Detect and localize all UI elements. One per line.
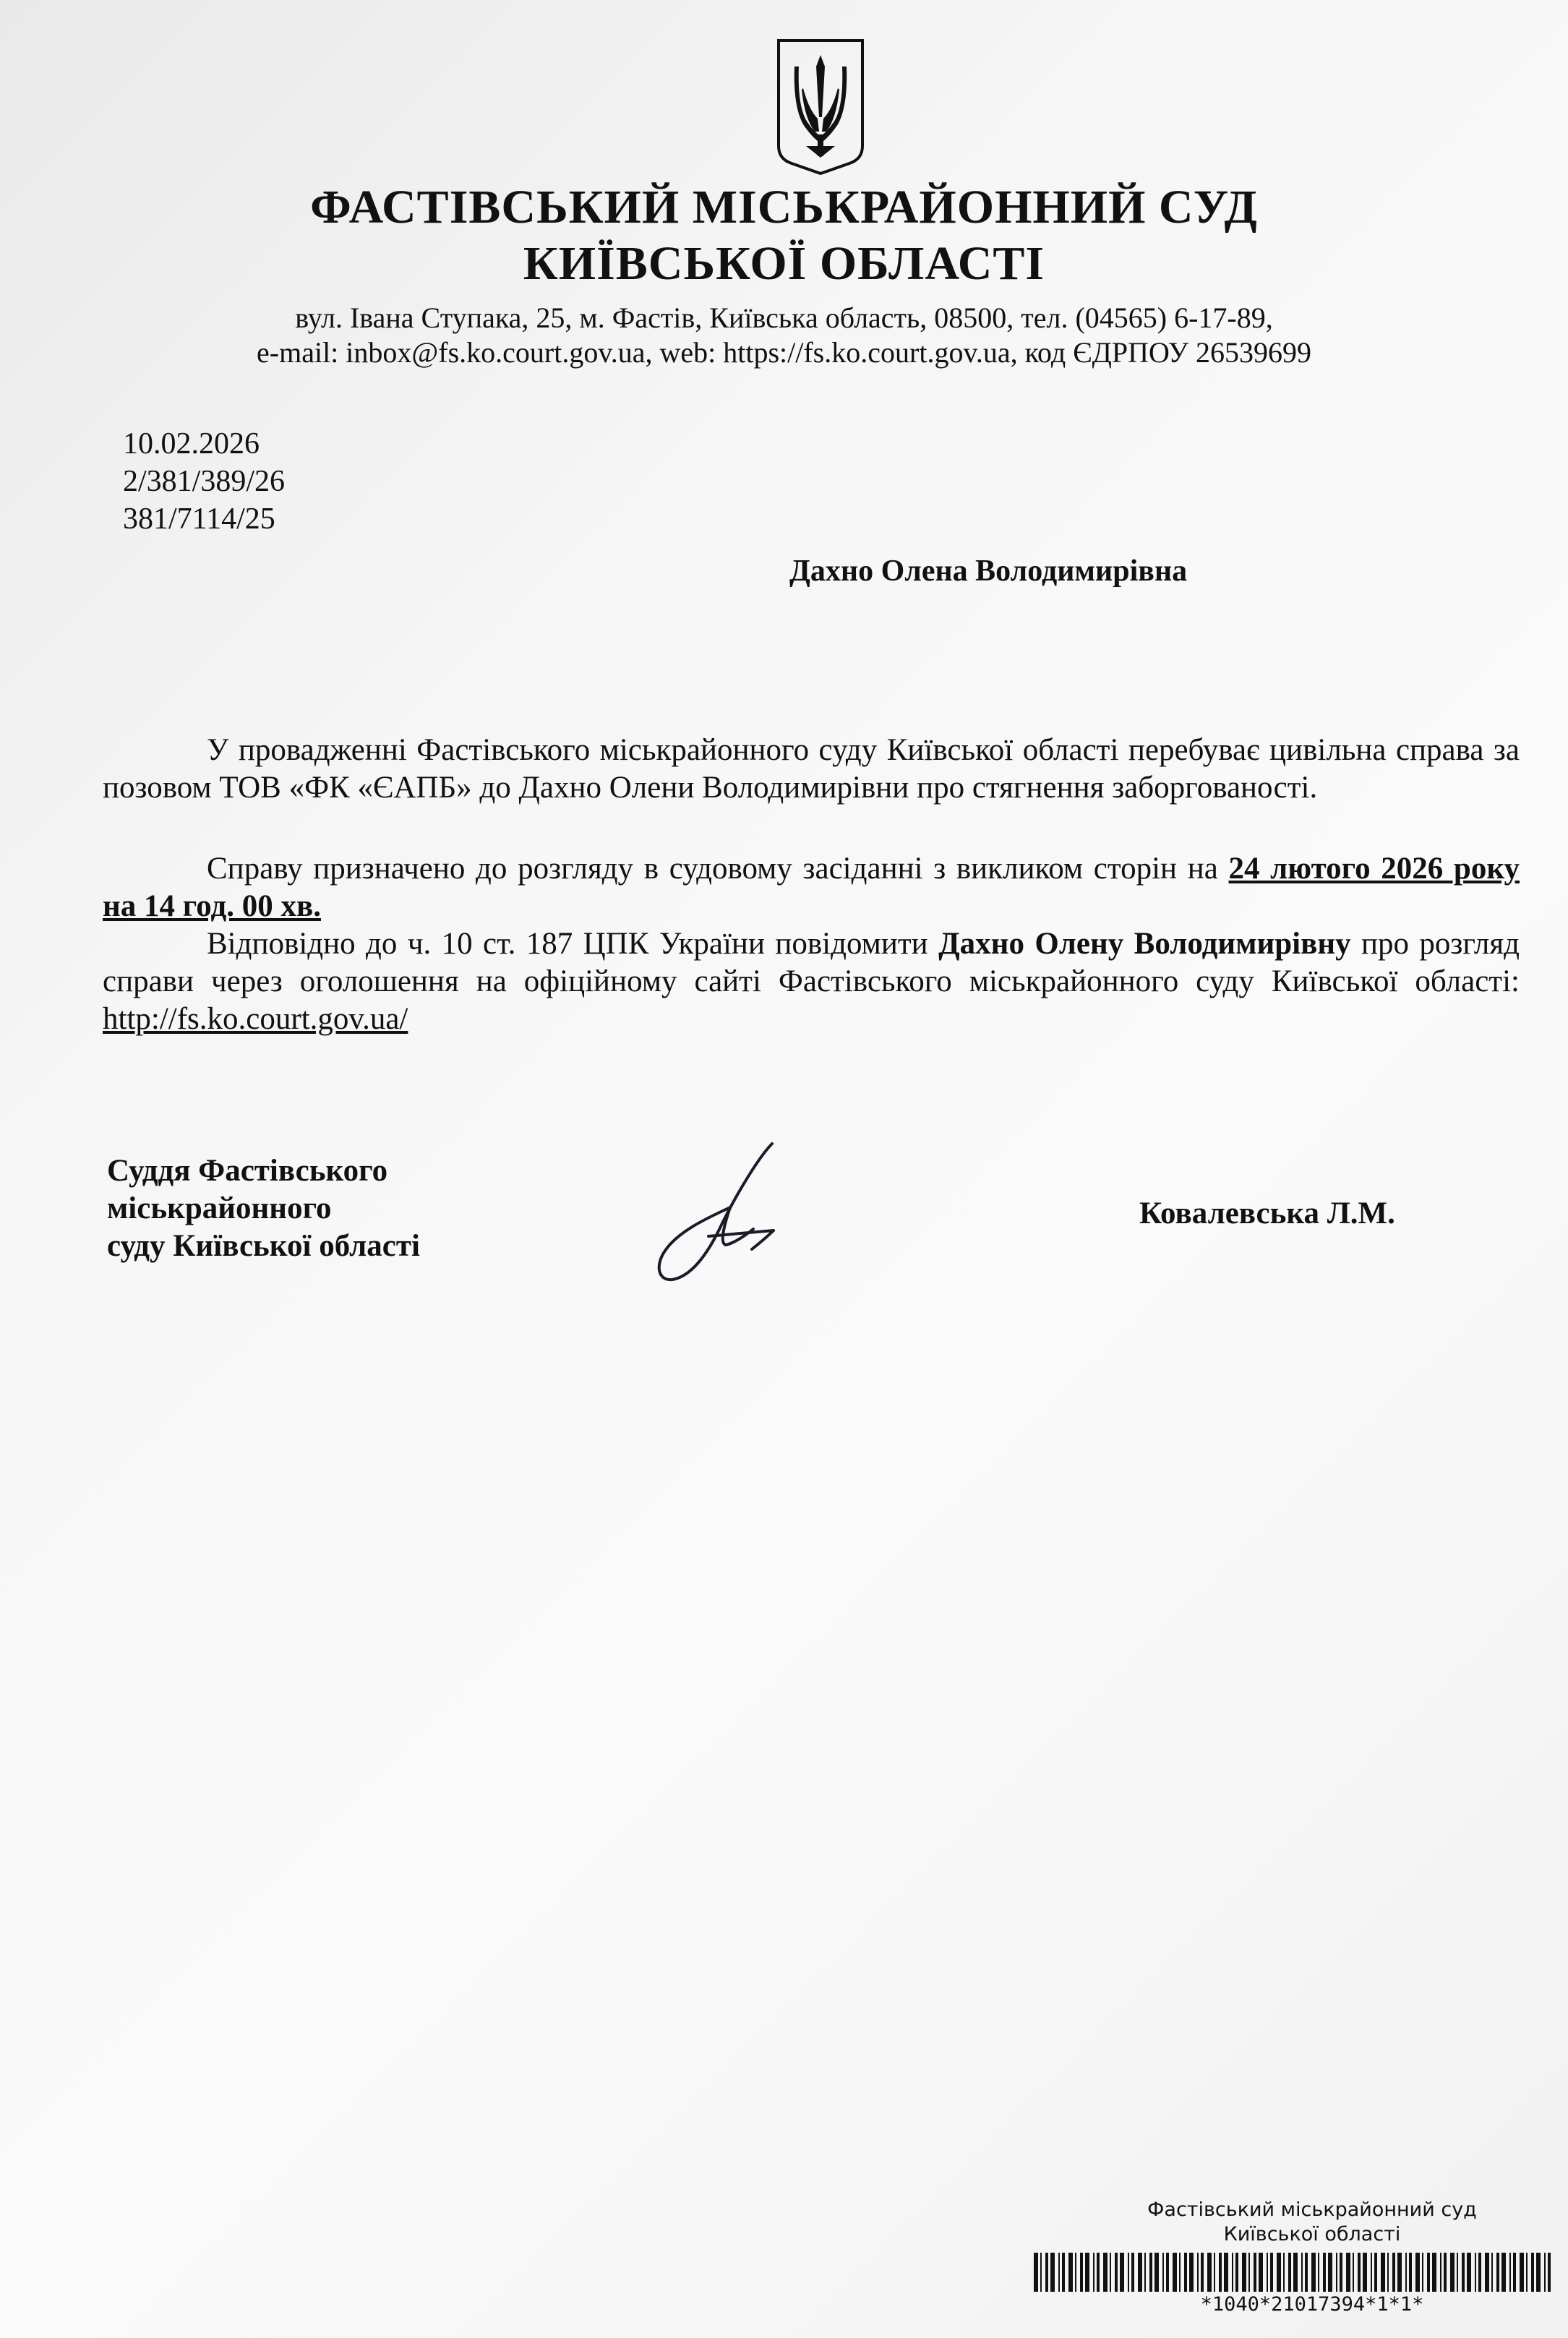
document-references [123, 425, 285, 538]
hearing-date: 24 лютого 2026 року на 14 год. 00 хв. [103, 852, 1520, 923]
barcode-number: *1040*21017394*1*1* [1200, 2293, 1424, 2316]
barcode-bar [1544, 2253, 1546, 2292]
barcode-bar [1363, 2253, 1367, 2292]
barcode-bar [1301, 2253, 1303, 2292]
barcode-bar [1336, 2253, 1337, 2292]
judge-title-line: Суддя Фастівського [107, 1154, 388, 1188]
barcode-bar [1444, 2253, 1447, 2292]
barcode-bar [1405, 2253, 1407, 2292]
barcode-bar [1318, 2253, 1319, 2292]
barcode-bar [1097, 2253, 1100, 2292]
court-address: вул. Івана Ступака, 25, м. Фастів, Київська область, 08500, тел. (04565) 6-17-89, [295, 301, 1273, 334]
barcode-bar [1277, 2253, 1281, 2292]
barcode-bar [1392, 2253, 1395, 2292]
court-contacts: e-mail: inbox@fs.ko.court.gov.ua, web: https://fs.ko.court.gov.ua, код ЄДРПОУ 26539699 [257, 336, 1311, 369]
barcode-bar [1219, 2253, 1222, 2292]
paragraph-notice [103, 925, 1520, 1038]
barcode-bar [1536, 2253, 1541, 2292]
barcode-bar [1050, 2253, 1055, 2292]
barcode-bar [1040, 2253, 1042, 2292]
barcode-bar [1323, 2253, 1326, 2292]
barcode-bar [1259, 2253, 1263, 2292]
barcode-bar [1034, 2253, 1038, 2292]
barcode-bar [1526, 2253, 1528, 2292]
barcode-bar [1045, 2253, 1048, 2292]
paragraph-hearing [103, 850, 1520, 925]
barcode-bar [1144, 2253, 1146, 2292]
barcode-bar [1128, 2253, 1129, 2292]
barcode-bar [1166, 2253, 1169, 2292]
barcode-bar [1110, 2253, 1111, 2292]
barcode-bar [1548, 2253, 1551, 2292]
recipient-name: Дахно Олена Володимирівна [789, 554, 1188, 588]
barcode-bar [1371, 2253, 1372, 2292]
barcode-bar [1475, 2253, 1476, 2292]
barcode-bar [1450, 2253, 1455, 2292]
barcode-bar [1462, 2253, 1465, 2292]
barcode-bar [1509, 2253, 1511, 2292]
barcode-bar [1179, 2253, 1181, 2292]
barcode-bar [1353, 2253, 1354, 2292]
barcode-bar [1235, 2253, 1238, 2292]
barcode-bar [1162, 2253, 1164, 2292]
barcode-bar [1254, 2253, 1256, 2292]
barcode-bar [1311, 2253, 1316, 2292]
court-stamp [1142, 2198, 1482, 2247]
barcode-bar [1467, 2253, 1471, 2292]
barcode-bar [1242, 2253, 1246, 2292]
barcode-bar [1346, 2253, 1350, 2292]
ukraine-trident-icon [774, 38, 867, 176]
court-title-line1: ФАСТІВСЬКИЙ МІСЬКРАЙОННИЙ СУД [310, 181, 1258, 234]
barcode-bar [1328, 2253, 1332, 2292]
barcode-bar [1154, 2253, 1159, 2292]
barcode-bar [1501, 2253, 1506, 2292]
judge-title [107, 1152, 420, 1265]
barcode-bar [1288, 2253, 1291, 2292]
barcode-bar [1131, 2253, 1134, 2292]
barcode-bar [1513, 2253, 1516, 2292]
barcode-bar [1075, 2253, 1076, 2292]
barcode-bar [1432, 2253, 1436, 2292]
barcode [1034, 2253, 1554, 2296]
judge-title-line: суду Київської області [107, 1229, 420, 1263]
barcode-bar [1068, 2253, 1073, 2292]
barcode-bar [1270, 2253, 1273, 2292]
barcode-bar [1283, 2253, 1285, 2292]
stamp-line: Київської області [1223, 2223, 1401, 2245]
barcode-bar [1138, 2253, 1142, 2292]
barcode-bar [1491, 2253, 1493, 2292]
court-website-link[interactable]: http://fs.ko.court.gov.ua/ [103, 1002, 408, 1036]
judge-name: Ковалевська Л.М. [1139, 1196, 1395, 1230]
barcode-bar [1214, 2253, 1215, 2292]
barcode-bar [1478, 2253, 1481, 2292]
case-number: 2/381/389/26 [123, 465, 286, 498]
notice-text: Відповідно до ч. 10 ст. 187 ЦПК України повідомити [207, 927, 939, 961]
barcode-bar [1120, 2253, 1124, 2292]
barcode-bar [1520, 2253, 1524, 2292]
barcode-bar [1085, 2253, 1089, 2292]
barcode-bar [1427, 2253, 1430, 2292]
barcode-bar [1422, 2253, 1423, 2292]
barcode-bar [1358, 2253, 1361, 2292]
barcode-bar [1115, 2253, 1118, 2292]
paragraph-case-info: У провадженні Фастівського міськрайонного суду Київської області перебуває цивільна справа за позовом ТОВ «ФК «ЄАПБ» до Дахно Олени Володимирівни про стягнення заборгованості. [103, 733, 1520, 805]
hearing-text: Справу призначено до розгляду в судовому засіданні з викликом сторін на [207, 852, 1229, 886]
barcode-bar [1340, 2253, 1342, 2292]
barcode-bar [1149, 2253, 1152, 2292]
barcode-bar [1415, 2253, 1420, 2292]
barcode-bar [1058, 2253, 1060, 2292]
barcode-bar [1305, 2253, 1308, 2292]
barcode-bar [1062, 2253, 1065, 2292]
barcode-bar [1387, 2253, 1389, 2292]
barcode-bar [1496, 2253, 1499, 2292]
judge-title-line: міськрайонного [107, 1191, 332, 1225]
barcode-bar [1457, 2253, 1458, 2292]
barcode-bar [1201, 2253, 1204, 2292]
barcode-bar [1381, 2253, 1385, 2292]
barcode-bar [1248, 2253, 1250, 2292]
barcode-bar [1184, 2253, 1187, 2292]
barcode-bar [1440, 2253, 1441, 2292]
notice-text-cont: про розгляд справи через оголошення на офіційному сайті Фастівського міськрайонного суду Київської області: [103, 927, 1520, 998]
handwritten-signature [651, 1135, 795, 1287]
barcode-bar [1485, 2253, 1489, 2292]
barcode-bar [1173, 2253, 1177, 2292]
file-number: 381/7114/25 [123, 502, 275, 536]
document-date: 10.02.2026 [123, 427, 260, 461]
barcode-bar [1207, 2253, 1212, 2292]
barcode-bar [1374, 2253, 1377, 2292]
barcode-bar [1397, 2253, 1402, 2292]
court-title-line2: КИЇВСЬКОЇ ОБЛАСТІ [523, 237, 1045, 290]
barcode-bar [1224, 2253, 1228, 2292]
barcode-bar [1093, 2253, 1094, 2292]
barcode-bar [1531, 2253, 1534, 2292]
defendant-name: Дахно Олену Володимирівну [938, 927, 1351, 961]
barcode-bar [1080, 2253, 1083, 2292]
barcode-bar [1232, 2253, 1233, 2292]
barcode-bar [1189, 2253, 1194, 2292]
stamp-line: Фастівський міськрайонний суд [1147, 2198, 1477, 2221]
barcode-bar [1293, 2253, 1298, 2292]
barcode-bar [1409, 2253, 1412, 2292]
barcode-bar [1197, 2253, 1199, 2292]
barcode-bar [1103, 2253, 1108, 2292]
barcode-bar [1267, 2253, 1268, 2292]
